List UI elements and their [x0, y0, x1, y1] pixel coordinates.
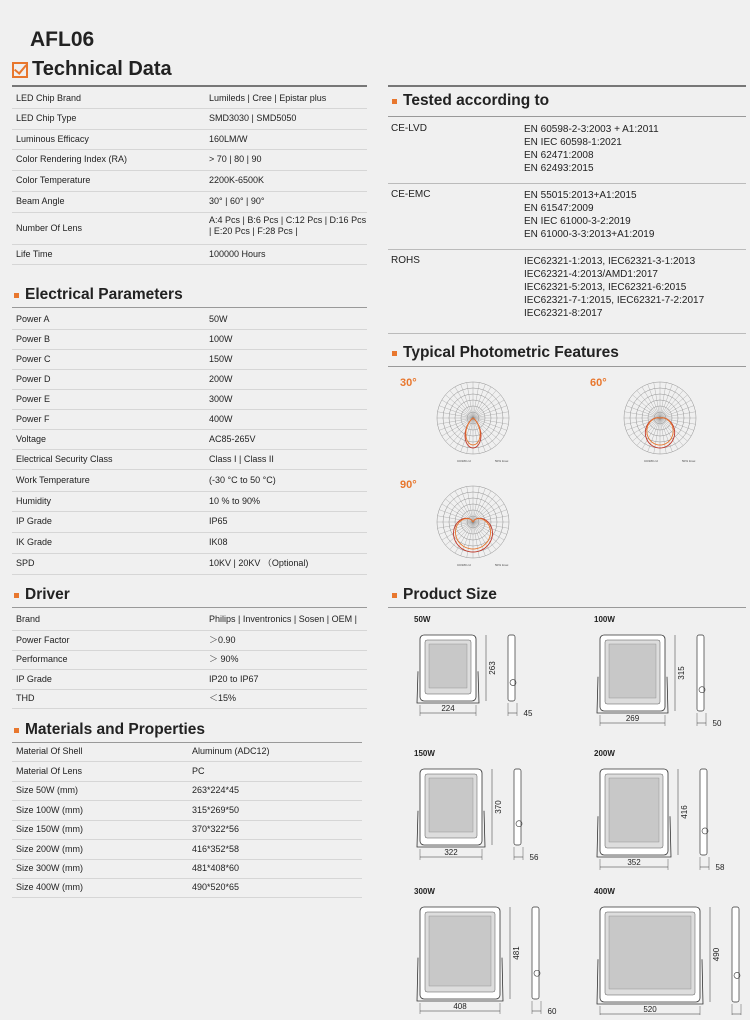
- section-rule: [388, 607, 746, 608]
- table-row: [12, 511, 367, 533]
- product-size-label: 150W: [414, 749, 435, 758]
- bullet-square-icon: [14, 293, 19, 298]
- table-row: [12, 781, 362, 801]
- row-value: ＜15%: [209, 693, 237, 703]
- section-rule: [12, 307, 367, 308]
- row-label: Color Rendering Index (RA): [16, 154, 128, 164]
- table-row: [12, 761, 362, 782]
- table-row: [12, 650, 367, 670]
- row-value: IP20 to IP67: [209, 673, 259, 684]
- table-row: [12, 532, 367, 554]
- table-row: [12, 669, 367, 690]
- row-label: Size 50W (mm): [16, 785, 79, 795]
- standard-item: IEC62321-1:2013, IEC62321-3-1:2013: [524, 256, 696, 267]
- svg-text:58: 58: [715, 863, 725, 872]
- product-drawing: [592, 625, 742, 743]
- table-row: [12, 129, 367, 150]
- row-value: AC85-265V: [209, 433, 256, 444]
- standard-category: ROHS: [391, 255, 420, 266]
- row-value: ＞0.90: [209, 634, 236, 645]
- table-row: [12, 469, 367, 492]
- table-row: [12, 329, 367, 350]
- product-drawing: [412, 759, 562, 877]
- table-row: [12, 630, 367, 651]
- row-value: 370*322*56: [192, 824, 240, 834]
- polar-diagram-90: [428, 478, 518, 568]
- standard-item: EN 60598-2-3:2003 + A1:2011: [524, 124, 659, 135]
- svg-text:224: 224: [441, 704, 455, 713]
- standard-item: IEC62321-4:2013/AMD1:2017: [524, 269, 658, 280]
- row-value: 100W: [209, 333, 233, 344]
- row-value: 150W: [209, 353, 233, 364]
- svg-text:C0/180 cd: C0/180 cd: [457, 459, 471, 463]
- row-value: 263*224*45: [192, 785, 240, 795]
- table-row: [12, 449, 367, 470]
- row-label: Brand: [16, 614, 41, 624]
- row-label: Power A: [16, 313, 50, 324]
- row-label: LED Chip Brand: [16, 92, 82, 103]
- row-label: Performance: [16, 654, 68, 664]
- table-row: [12, 609, 367, 631]
- row-label: Luminous Efficacy: [16, 133, 89, 144]
- product-drawing: [412, 897, 562, 1015]
- row-label: Power B: [16, 333, 51, 344]
- product-size-label: 300W: [414, 887, 435, 896]
- bullet-square-icon: [14, 593, 19, 598]
- electrical-header: [14, 286, 183, 304]
- table-row: [12, 878, 362, 898]
- product-drawing: [412, 625, 562, 743]
- product-drawing: [592, 897, 742, 1015]
- polar-diagram-60: [615, 374, 705, 464]
- table-row: [12, 839, 362, 860]
- svg-text:416: 416: [680, 805, 689, 819]
- row-value: PC: [192, 765, 205, 776]
- svg-text:50% Imax: 50% Imax: [495, 459, 509, 463]
- row-label: SPD: [16, 558, 35, 568]
- row-label: IK Grade: [16, 537, 53, 547]
- product-size-label: 400W: [594, 887, 615, 896]
- row-value: 160LM/W: [209, 133, 248, 144]
- table-row: [12, 349, 367, 370]
- row-value: Class I | Class II: [209, 453, 274, 464]
- section-rule: [388, 366, 746, 367]
- photometric-title: Typical Photometric Features: [403, 344, 619, 361]
- row-value: 10KV | 20KV （Optional): [209, 558, 309, 568]
- model-title: AFL06: [30, 28, 95, 51]
- checkbox-icon: [12, 62, 28, 78]
- svg-text:45: 45: [523, 709, 533, 718]
- bullet-square-icon: [14, 728, 19, 733]
- beam-90-label: 90°: [400, 479, 417, 491]
- row-label: Power D: [16, 373, 51, 384]
- electrical-title: Electrical Parameters: [25, 286, 183, 303]
- row-value: > 70 | 80 | 90: [209, 154, 262, 164]
- row-label: Power E: [16, 393, 51, 404]
- product-size-label: 200W: [594, 749, 615, 758]
- row-label: Power F: [16, 413, 50, 424]
- svg-text:50: 50: [712, 719, 722, 728]
- svg-text:60: 60: [547, 1007, 557, 1015]
- row-label: THD: [16, 693, 35, 703]
- row-label: Electrical Security Class: [16, 453, 113, 464]
- row-value: Aluminum (ADC12): [192, 745, 270, 756]
- table-row: [12, 389, 367, 410]
- svg-text:315: 315: [677, 666, 686, 680]
- product-size-header: [392, 586, 497, 604]
- row-value: 490*520*65: [192, 882, 240, 892]
- table-row: [12, 191, 367, 213]
- row-label: Life Time: [16, 248, 53, 259]
- row-label: Beam Angle: [16, 196, 65, 206]
- standard-item: EN IEC 60598-1:2021: [524, 137, 622, 148]
- svg-text:520: 520: [643, 1005, 657, 1014]
- row-label: Work Temperature: [16, 474, 90, 485]
- row-value: 400W: [209, 413, 233, 424]
- row-label: Power Factor: [16, 634, 70, 645]
- table-row: [12, 369, 367, 390]
- table-row: [12, 88, 367, 109]
- row-value: (-30 °C to 50 °C): [209, 474, 276, 485]
- row-label: Size 300W (mm): [16, 863, 84, 873]
- svg-text:C0/180 cd: C0/180 cd: [644, 459, 658, 463]
- svg-text:408: 408: [453, 1002, 467, 1011]
- svg-text:50% Imax: 50% Imax: [682, 459, 696, 463]
- table-row: [12, 859, 362, 879]
- product-drawing: [592, 759, 742, 877]
- photometric-header: [392, 344, 619, 362]
- row-label: IP Grade: [16, 516, 52, 526]
- table-row: [388, 249, 746, 334]
- standard-item: EN IEC 61000-3-2:2019: [524, 216, 631, 227]
- standard-item: IEC62321-8:2017: [524, 308, 603, 319]
- table-row: [12, 149, 367, 171]
- row-value: 315*269*50: [192, 804, 240, 815]
- row-value: 50W: [209, 313, 228, 324]
- bullet-square-icon: [392, 593, 397, 598]
- svg-text:370: 370: [494, 800, 503, 814]
- row-value: 100000 Hours: [209, 248, 266, 259]
- table-row: [12, 244, 367, 265]
- row-label: Number Of Lens: [16, 222, 83, 233]
- svg-text:481: 481: [512, 946, 521, 960]
- bullet-square-icon: [392, 351, 397, 356]
- table-row: [12, 409, 367, 430]
- table-row: [12, 553, 367, 575]
- row-label: LED Chip Type: [16, 113, 77, 123]
- row-value: Lumileds | Cree | Epistar plus: [209, 92, 327, 103]
- beam-60-label: 60°: [590, 377, 607, 389]
- row-value: SMD3030 | SMD5050: [209, 113, 297, 123]
- row-value: IK08: [209, 537, 228, 547]
- svg-text:490: 490: [712, 947, 721, 962]
- product-size-title: Product Size: [403, 586, 497, 603]
- table-row: [12, 108, 367, 130]
- table-row: [388, 117, 746, 184]
- row-label: Size 400W (mm): [16, 882, 84, 892]
- standard-item: EN 61000-3-3:2013+A1:2019: [524, 229, 655, 240]
- product-size-label: 50W: [414, 615, 431, 624]
- tested-title: Tested according to: [403, 92, 550, 109]
- row-label: Size 200W (mm): [16, 843, 84, 854]
- table-row: [12, 309, 367, 330]
- table-row: [12, 429, 367, 450]
- standard-category: CE-LVD: [391, 123, 427, 134]
- materials-title: Materials and Properties: [25, 721, 206, 738]
- svg-text:322: 322: [444, 848, 458, 857]
- standard-list: [524, 255, 704, 320]
- table-row: [12, 689, 367, 709]
- row-value: A:4 Pcs | B:6 Pcs | C:12 Pcs | D:16 Pcs | E:20 Pcs | F:28 Pcs |: [209, 215, 367, 236]
- standard-item: EN 62471:2008: [524, 150, 594, 161]
- svg-text:C0/180 cd: C0/180 cd: [457, 563, 471, 567]
- standard-item: EN 61547:2009: [524, 203, 594, 214]
- row-label: Material Of Lens: [16, 765, 83, 776]
- polar-diagram-30: [428, 374, 518, 464]
- row-value: 416*352*58: [192, 843, 240, 854]
- table-row: [12, 491, 367, 512]
- svg-text:263: 263: [488, 661, 497, 675]
- product-size-label: 100W: [594, 615, 615, 624]
- tested-header: [392, 92, 549, 110]
- row-label: Size 150W (mm): [16, 824, 84, 834]
- row-value: 481*408*60: [192, 863, 240, 873]
- row-label: Size 100W (mm): [16, 804, 84, 815]
- section-rule: [12, 607, 367, 608]
- driver-header: [14, 586, 70, 604]
- row-label: Humidity: [16, 495, 52, 506]
- row-label: Color Temperature: [16, 175, 91, 185]
- row-value: Philips | Inventronics | Sosen | OEM |: [209, 614, 357, 624]
- technical-data-header: [12, 58, 172, 81]
- row-label: IP Grade: [16, 673, 52, 684]
- section-rule: [388, 85, 746, 87]
- materials-header: [14, 721, 205, 739]
- standard-item: EN 55015:2013+A1:2015: [524, 190, 637, 201]
- standard-item: IEC62321-7-1:2015, IEC62321-7-2:2017: [524, 295, 705, 306]
- svg-text:50% Imax: 50% Imax: [495, 563, 509, 567]
- row-label: Voltage: [16, 433, 47, 444]
- row-value: 10 % to 90%: [209, 495, 261, 506]
- row-value: 300W: [209, 393, 233, 404]
- table-row: [388, 183, 746, 250]
- row-value: ＞ 90%: [209, 654, 239, 664]
- row-value: 2200K-6500K: [209, 175, 265, 185]
- standard-item: EN 62493:2015: [524, 163, 594, 174]
- row-value: 30° | 60° | 90°: [209, 196, 265, 206]
- table-row: [12, 170, 367, 192]
- row-value: 200W: [209, 373, 233, 384]
- table-row: [12, 741, 362, 762]
- row-label: Material Of Shell: [16, 745, 83, 756]
- technical-data-title: Technical Data: [32, 58, 172, 80]
- beam-30-label: 30°: [400, 377, 417, 389]
- table-row: [12, 820, 362, 840]
- driver-title: Driver: [25, 586, 70, 603]
- table-row: [12, 212, 367, 245]
- bullet-square-icon: [392, 99, 397, 104]
- table-row: [12, 800, 362, 821]
- svg-text:56: 56: [529, 853, 539, 862]
- standard-list: [524, 189, 654, 241]
- standard-item: IEC62321-5:2013, IEC62321-6:2015: [524, 282, 687, 293]
- row-value: IP65: [209, 516, 228, 526]
- standard-list: [524, 123, 659, 175]
- standard-category: CE-EMC: [391, 189, 431, 200]
- svg-text:352: 352: [627, 858, 641, 867]
- section-rule: [12, 85, 367, 87]
- svg-text:269: 269: [625, 714, 640, 723]
- row-label: Power C: [16, 353, 51, 364]
